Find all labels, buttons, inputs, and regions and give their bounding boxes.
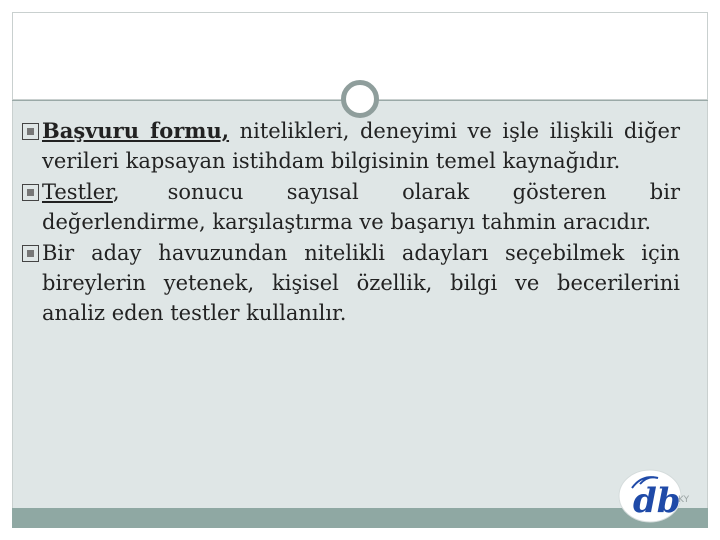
footer-bar	[12, 508, 708, 528]
bullet-text: Bir aday havuzundan nitelikli adayları seçebilmek için bireylerin yetenek, kişisel özellik, bilgi ve becerilerini analiz eden testler kullanılır.	[42, 241, 680, 325]
ring-icon	[341, 80, 379, 118]
square-bullet-icon	[22, 123, 39, 140]
bullet-text: nitelikleri, deneyimi ve işle ilişkili diğer verileri kapsayan istihdam bilgisinin temel kaynağıdır.	[42, 119, 680, 173]
bullet-punctuation: ,	[112, 180, 120, 204]
square-bullet-icon	[22, 245, 39, 262]
bullet-emphasis: Başvuru formu,	[42, 118, 230, 143]
bullet-item	[22, 238, 680, 328]
bullet-item	[22, 116, 680, 176]
square-bullet-icon	[22, 184, 39, 201]
bullet-emphasis: Testler	[42, 180, 113, 204]
bullet-item	[22, 177, 680, 237]
bullet-text: sonucu sayısal olarak gösteren bir değerlendirme, karşılaştırma ve başarıyı tahmin aracıdır.	[42, 180, 680, 234]
organization-logo	[614, 466, 694, 526]
slide-body	[22, 116, 680, 329]
logo-letters: db	[633, 481, 681, 521]
logo-suffix: KY	[678, 495, 690, 505]
